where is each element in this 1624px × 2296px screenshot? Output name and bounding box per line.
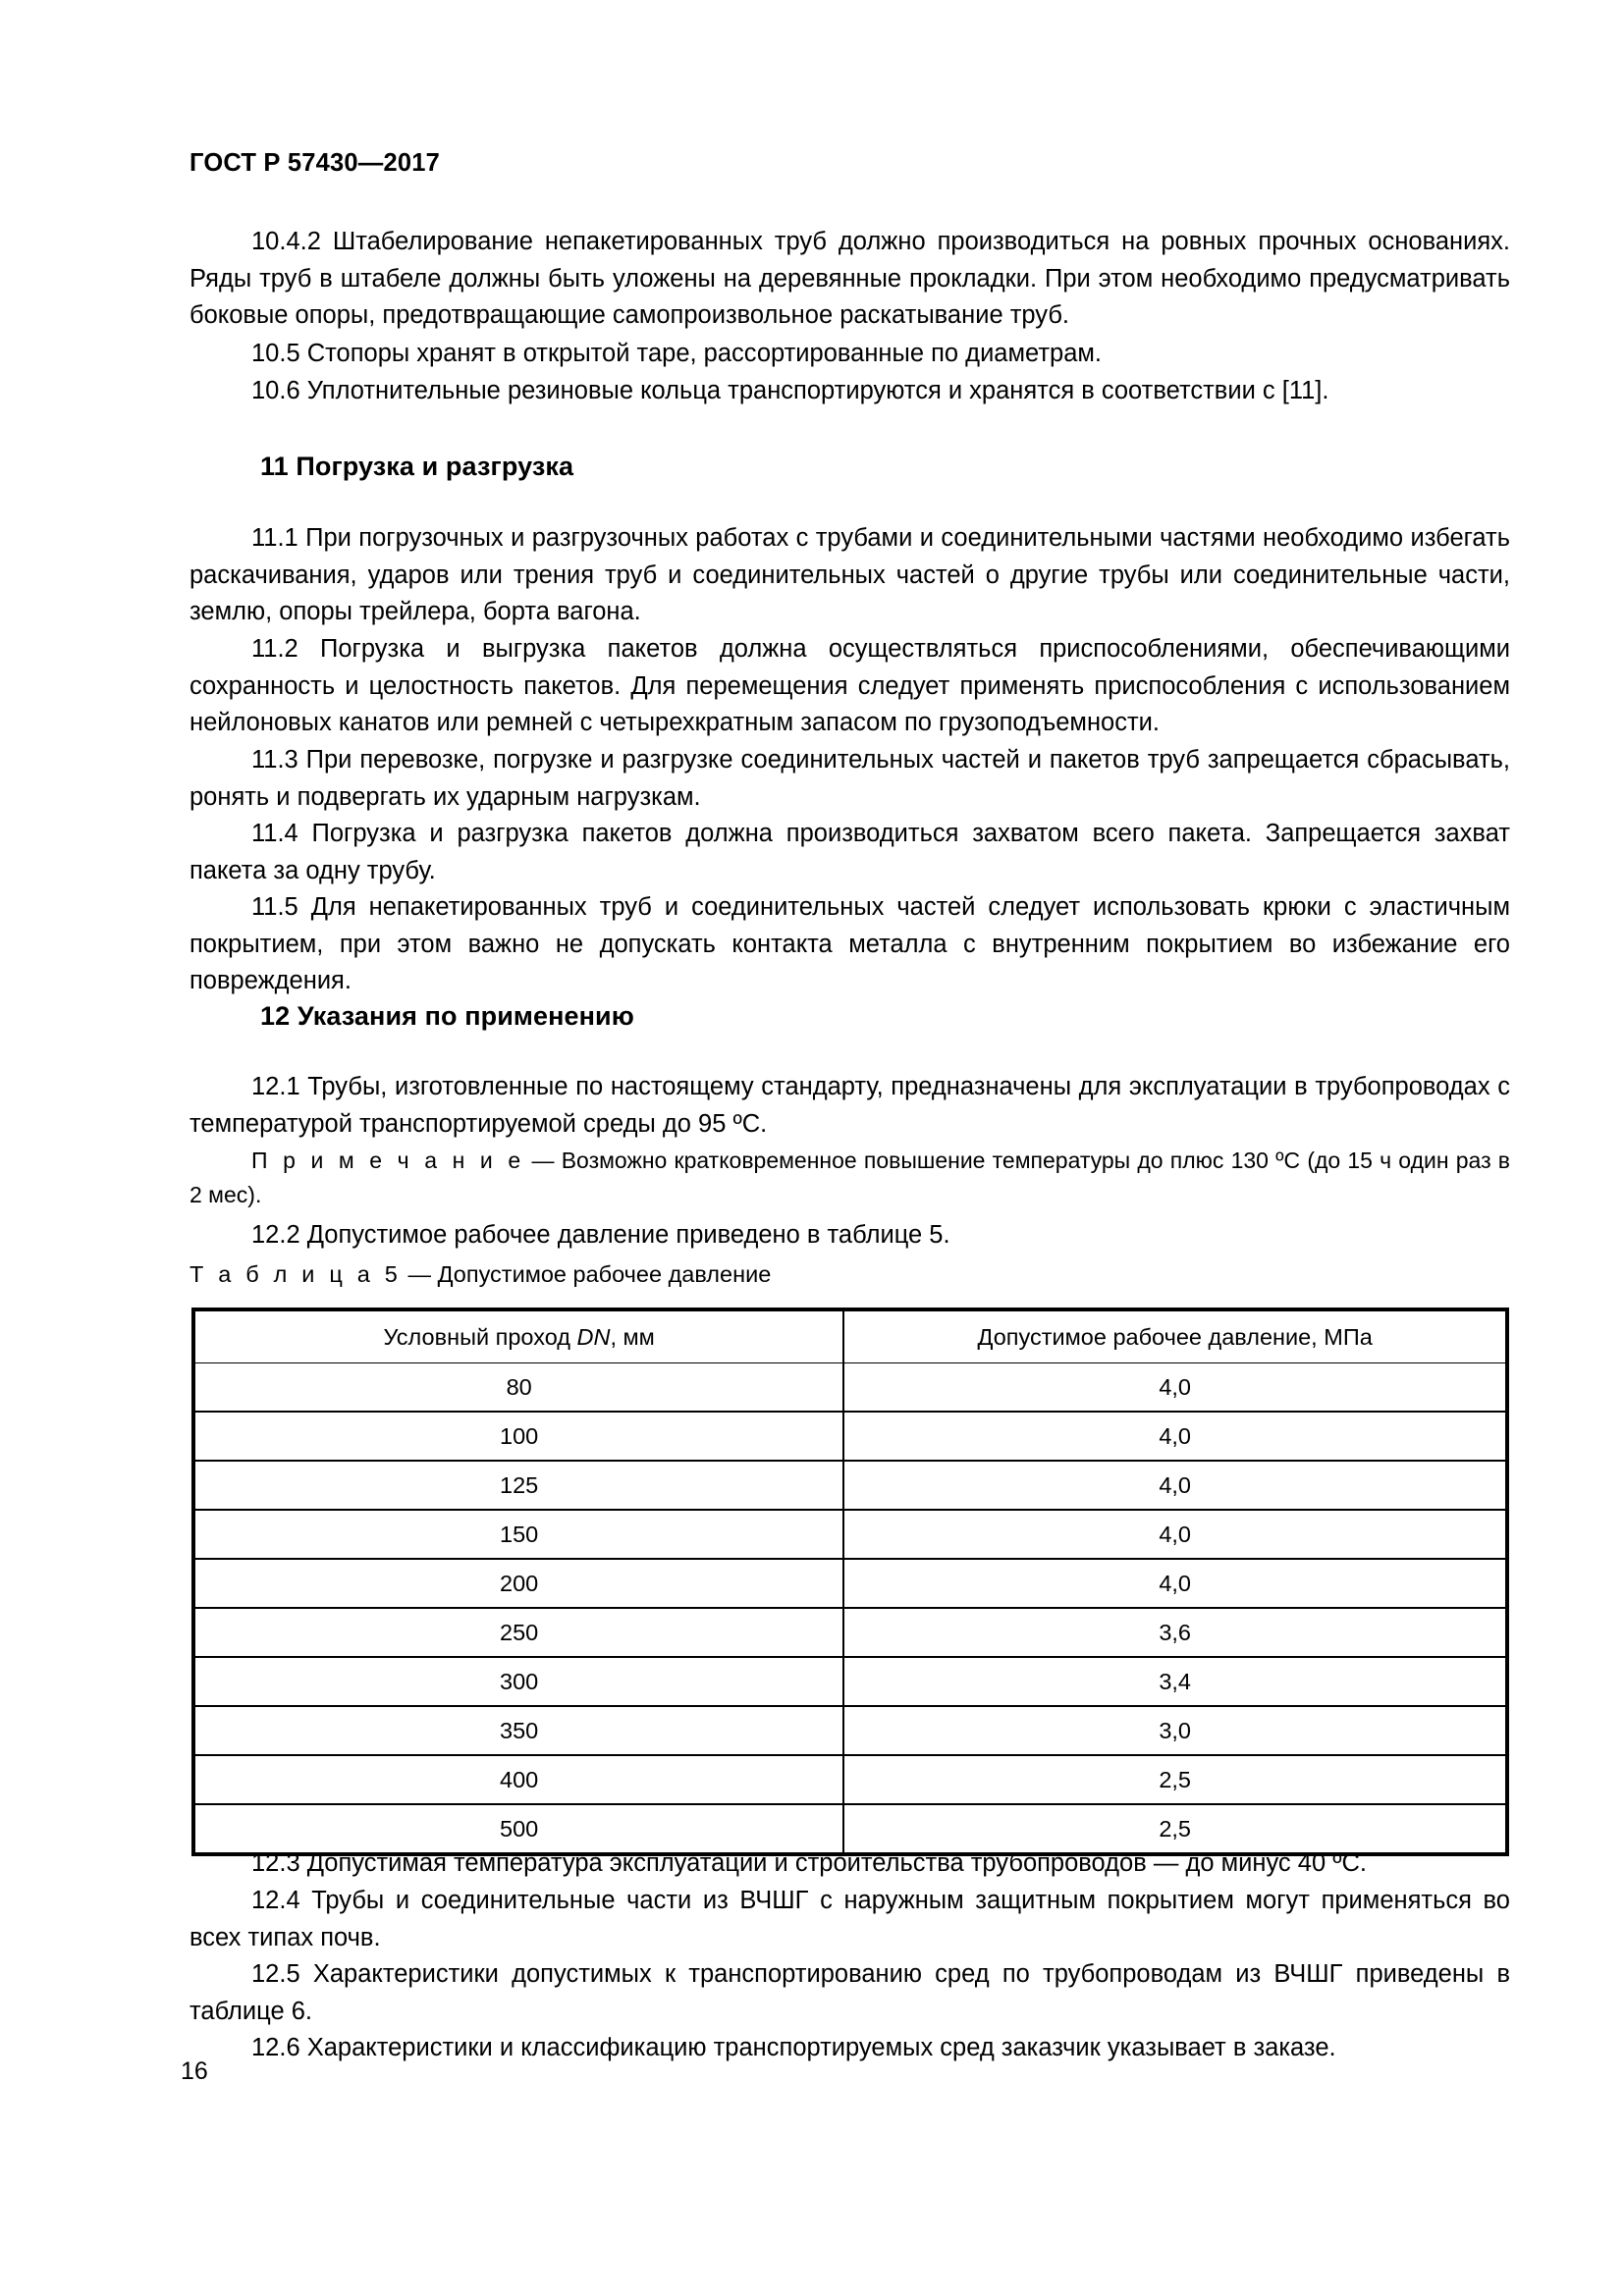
cell-dn: 400: [193, 1755, 843, 1804]
table-header: [193, 1309, 1507, 1363]
section-10-5-block: [189, 336, 1510, 373]
paragraph-10-4-2: 10.4.2 Штабелирование непакетированных труб должно производиться на ровных прочных основаниях. Ряды труб в штабеле должны быть уложены на деревянные прокладки. При этом необходимо предусматривать боковые опоры, предотвращающие самопроизвольное раскатывание труб.: [189, 228, 1510, 330]
cell-dn: 300: [193, 1657, 843, 1706]
cell-dn: 500: [193, 1804, 843, 1854]
column-header-dn-symbol: DN: [576, 1323, 611, 1350]
section-10-block: [189, 224, 1510, 335]
table-caption-title: Допустимое рабочее давление: [437, 1261, 772, 1287]
column-header-dn-suffix: , мм: [610, 1323, 655, 1350]
cell-dn: 125: [193, 1461, 843, 1510]
section-10-6-block: [189, 373, 1510, 410]
paragraph-12-4-block: [189, 1883, 1510, 1956]
column-header-dn-prefix: Условный проход: [383, 1323, 577, 1350]
cell-pressure: 2,5: [843, 1755, 1507, 1804]
document-header-standard-id: ГОСТ Р 57430—2017: [189, 149, 441, 177]
paragraph-12-6-block: [189, 2030, 1510, 2067]
table-row: [193, 1461, 1507, 1510]
note-text: Возможно кратковременное повышение температуры до плюс 130 ºС (до 15 ч один раз в 2 мес).: [189, 1148, 1511, 1207]
cell-pressure: 3,0: [843, 1706, 1507, 1755]
paragraph-12-3-block: [189, 1845, 1510, 1883]
note-dash: —: [524, 1148, 562, 1173]
paragraph-12-3: 12.3 Допустимая температура эксплуатации и строительства трубопроводов — до минус 40 ºС.: [251, 1849, 1368, 1877]
table-caption-dash: —: [402, 1261, 438, 1287]
table-row: [193, 1706, 1507, 1755]
note-paragraph: [189, 1144, 1510, 1212]
table-5-allowable-working-pressure: [191, 1308, 1509, 1856]
table-row: [193, 1412, 1507, 1461]
table-row: [193, 1657, 1507, 1706]
cell-pressure: 2,5: [843, 1804, 1507, 1854]
cell-dn: 100: [193, 1412, 843, 1461]
table-5-caption: [189, 1261, 771, 1288]
cell-pressure: 4,0: [843, 1363, 1507, 1413]
cell-pressure: 3,4: [843, 1657, 1507, 1706]
table-row: [193, 1559, 1507, 1608]
cell-dn: 350: [193, 1706, 843, 1755]
heading-section-12: 12 Указания по применению: [260, 1001, 634, 1031]
cell-dn: 200: [193, 1559, 843, 1608]
heading-section-11: 11 Погрузка и разгрузка: [260, 452, 574, 481]
paragraph-11-5: 11.5 Для непакетированных труб и соединительных частей следует использовать крюки с эластичным покрытием, при этом важно не допускать контакта металла с внутренним покрытием во избежание его повреждения.: [189, 893, 1510, 995]
page-number: 16: [181, 2057, 208, 2085]
paragraph-11-2-block: [189, 631, 1510, 742]
table-row: [193, 1755, 1507, 1804]
cell-pressure: 4,0: [843, 1461, 1507, 1510]
cell-dn: 150: [193, 1510, 843, 1559]
paragraph-11-1: 11.1 При погрузочных и разгрузочных работах с трубами и соединительными частями необходимо избегать раскачивания, ударов или трения труб и соединительных частей о другие трубы или соединительные части, землю, опоры трейлера, борта вагона.: [189, 524, 1510, 626]
paragraph-12-2-block: [189, 1217, 1510, 1255]
paragraph-11-5-block: [189, 889, 1510, 1000]
paragraph-12-6: 12.6 Характеристики и классификацию транспортируемых сред заказчик указывает в заказе.: [251, 2034, 1336, 2061]
cell-pressure: 4,0: [843, 1559, 1507, 1608]
table-row: [193, 1363, 1507, 1413]
paragraph-11-3: 11.3 При перевозке, погрузке и разгрузке соединительных частей и пакетов труб запрещается сбрасывать, ронять и подвергать их ударным нагрузкам.: [189, 746, 1510, 811]
table-caption-label: Т а б л и ц а 5: [189, 1261, 403, 1287]
paragraph-11-2: 11.2 Погрузка и выгрузка пакетов должна осуществляться приспособлениями, обеспечивающими сохранность и целостность пакетов. Для перемещения следует применять приспособления с использованием нейлоновых канатов или ремней с четырехкратным запасом по грузоподъемности.: [189, 635, 1510, 737]
paragraph-11-4-block: [189, 816, 1510, 889]
paragraph-11-4: 11.4 Погрузка и разгрузка пакетов должна производиться захватом всего пакета. Запрещается захват пакета за одну трубу.: [189, 820, 1510, 884]
table-body: [193, 1363, 1507, 1855]
paragraph-12-1: 12.1 Трубы, изготовленные по настоящему стандарту, предназначены для эксплуатации в трубопроводах с температурой транспортируемой среды до 95 ºС.: [189, 1073, 1510, 1138]
paragraph-11-1-block: [189, 520, 1510, 631]
paragraph-12-4: 12.4 Трубы и соединительные части из ВЧШГ с наружным защитным покрытием могут применяться во всех типах почв.: [189, 1887, 1510, 1951]
paragraph-10-6: 10.6 Уплотнительные резиновые кольца транспортируются и хранятся в соответствии с [11].: [251, 377, 1329, 404]
note-block: [189, 1144, 1510, 1212]
paragraph-10-5: 10.5 Стопоры хранят в открытой таре, рассортированные по диаметрам.: [251, 340, 1103, 367]
table-row: [193, 1608, 1507, 1657]
cell-pressure: 4,0: [843, 1412, 1507, 1461]
cell-pressure: 4,0: [843, 1510, 1507, 1559]
table-header-row: [193, 1309, 1507, 1363]
cell-dn: 80: [193, 1363, 843, 1413]
table-5-wrapper: [191, 1308, 1509, 1856]
paragraph-11-3-block: [189, 742, 1510, 816]
column-header-nominal-diameter: [193, 1309, 843, 1363]
paragraph-12-5-block: [189, 1956, 1510, 2030]
table-row: [193, 1510, 1507, 1559]
paragraph-12-2: 12.2 Допустимое рабочее давление приведено в таблице 5.: [251, 1221, 950, 1249]
cell-pressure: 3,6: [843, 1608, 1507, 1657]
note-label: П р и м е ч а н и е: [251, 1148, 525, 1173]
column-header-allowable-pressure: Допустимое рабочее давление, МПа: [843, 1309, 1507, 1363]
paragraph-12-1-block: [189, 1069, 1510, 1143]
paragraph-12-5: 12.5 Характеристики допустимых к транспортированию сред по трубопроводам из ВЧШГ приведены в таблице 6.: [189, 1960, 1510, 2025]
cell-dn: 250: [193, 1608, 843, 1657]
